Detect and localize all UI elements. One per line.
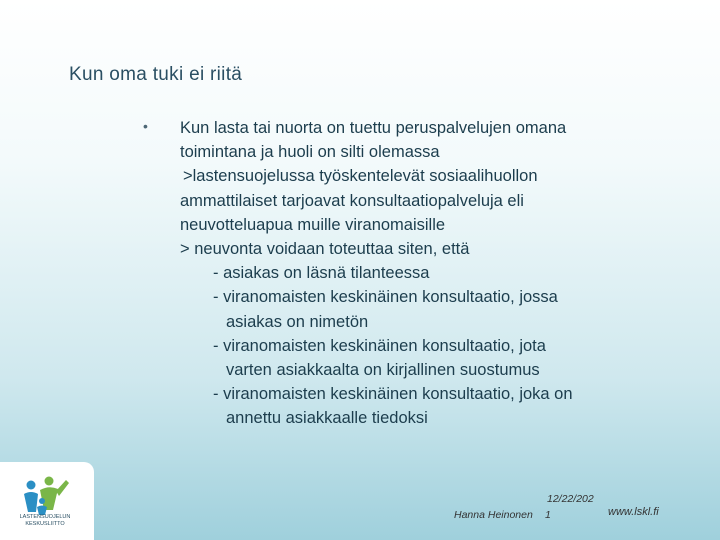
family-logo-icon <box>22 476 70 516</box>
text-line: - viranomaisten keskinäinen konsultaatio, joka on <box>213 385 573 404</box>
text-line: ammattilaiset tarjoavat konsultaatiopalveluja eli <box>180 191 524 210</box>
text-line: - asiakas on läsnä tilanteessa <box>213 264 430 283</box>
logo-text-line: KESKUSLIITTO <box>25 521 65 527</box>
text-line: > neuvonta voidaan toteuttaa siten, että <box>180 240 470 259</box>
footer-author: Hanna Heinonen <box>454 509 533 521</box>
text-line: toimintana ja huoli on silti olemassa <box>180 143 440 162</box>
text-line: annettu asiakkaalle tiedoksi <box>226 409 428 428</box>
bullet-marker: • <box>143 118 148 134</box>
footer-date: 12/22/202 <box>547 493 594 505</box>
footer-page-number: 1 <box>545 509 551 521</box>
footer-url: www.lskl.fi <box>608 506 659 518</box>
text-line: varten asiakkaalta on kirjallinen suostumus <box>226 361 540 380</box>
bullet-content <box>180 116 680 431</box>
text-line: Kun lasta tai nuorta on tuettu peruspalvelujen omana <box>180 119 567 137</box>
text-line: asiakas on nimetön <box>226 312 369 331</box>
logo-text-line: LASTENSUOJELUN <box>19 514 71 520</box>
text-line: - viranomaisten keskinäinen konsultaatio, jossa <box>213 288 558 307</box>
text-line: >lastensuojelussa työskentelevät sosiaalihuollon <box>183 167 538 186</box>
slide-title: Kun oma tuki ei riitä <box>69 64 243 85</box>
logo-text <box>10 514 80 528</box>
text-line: neuvotteluapua muille viranomaisille <box>180 215 446 234</box>
logo-panel <box>0 462 94 540</box>
text-line: - viranomaisten keskinäinen konsultaatio, jota <box>213 336 546 355</box>
